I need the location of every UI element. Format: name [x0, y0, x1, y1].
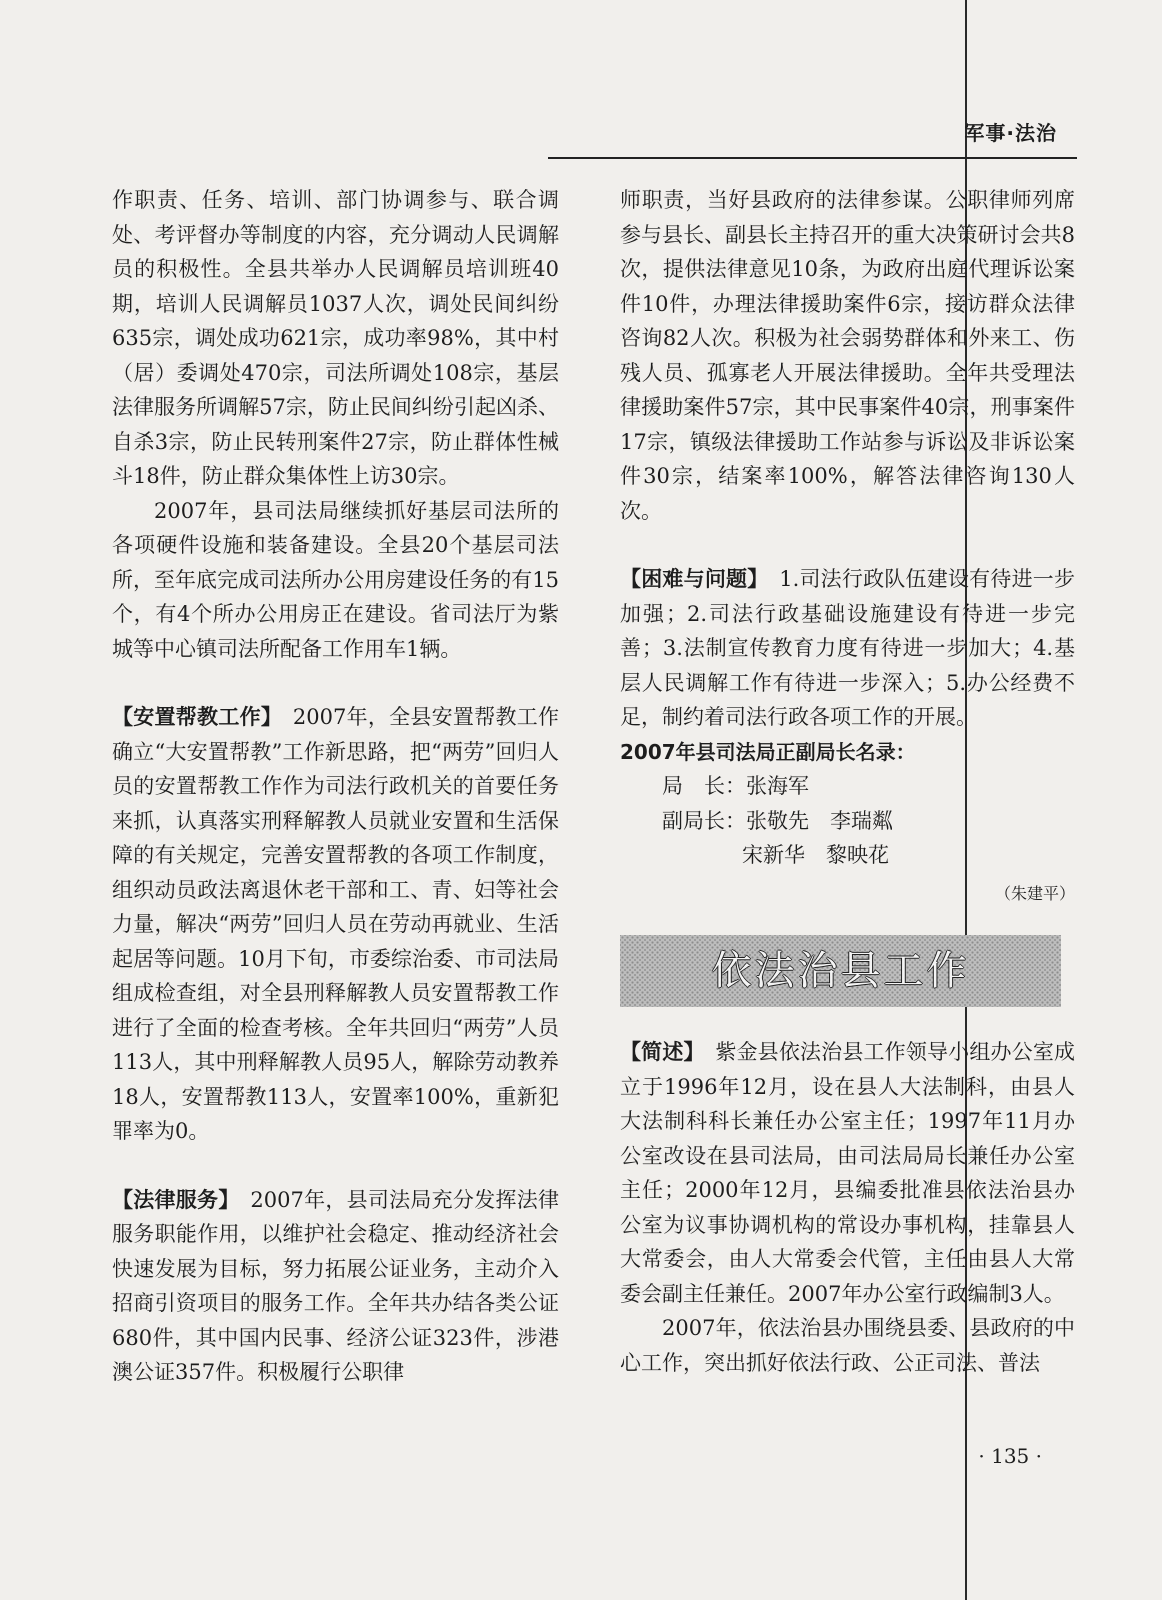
section-heading-overview: 【简述】	[620, 1040, 695, 1064]
banner-title: 依法治县工作	[711, 947, 970, 994]
section-heading-resettlement: 【安置帮教工作】	[112, 705, 272, 729]
section-text-resettlement: 2007年，全县安置帮教工作确立“大安置帮教”工作新思路，把“两劳”回归人员的安置帮教工作作为司法行政机关的首要任务来抓，认真落实刑释解教人员就业安置和生活保障的有关规定，完善安置帮教的各项工作制度，组织动员政法离退休老干部和工、青、妇等社会力量，解决“两劳”回归人员在劳动再就业、生活起居等问题。10月下旬，市委综治委、市司法局组成检查组，对全县刑释解教人员安置帮教工作进行了全面的检查考核。全年共回归“两劳”人员113人，其中刑释解教人员95人，解除劳动教养18人，安置帮教113人，安置率100%，重新犯罪率为0。	[112, 705, 559, 1143]
section-banner	[620, 935, 1061, 1007]
right-column	[620, 183, 1075, 1380]
section-legal-services	[112, 1183, 559, 1390]
paragraph-mediation: 作职责、任务、培训、部门协调参与、联合调处、考评督办等制度的内容，充分调动人民调解员的积极性。全县共举办人民调解员培训班40期，培训人民调解员1037人次，调处民间纠纷635宗，调处成功621宗，成功率98%，其中村（居）委调处470宗，司法所调处108宗，基层法律服务所调解57宗，防止民间纠纷引起凶杀、自杀3宗，防止民转刑案件27宗，防止群体性械斗18件，防止群众集体性上访30宗。	[112, 188, 559, 488]
left-column	[112, 183, 559, 1390]
section-heading-legal-services: 【法律服务】	[112, 1187, 230, 1212]
roster-director: 局 长：张海军	[662, 774, 809, 798]
author-credit: （朱建平）	[994, 883, 1075, 903]
section-heading-difficulties: 【困难与问题】	[620, 567, 758, 591]
section-resettlement	[112, 700, 559, 1149]
section-text-difficulties: 1.司法行政队伍建设有待进一步加强；2.司法行政基础设施建设有待进一步完善；3.法制宣传教育力度有待进一步加大；4.基层人民调解工作有待进一步深入；5.办公经费不足，制约着司法行政各项工作的开展。	[620, 567, 1075, 729]
section-overview	[620, 1035, 1075, 1311]
spacer	[112, 1149, 559, 1183]
section-difficulties	[620, 562, 1075, 735]
roster-title: 2007年县司法局正副局长名录：	[620, 739, 916, 764]
page-number: · 135 ·	[978, 1444, 1042, 1468]
roster-deputies-2: 宋新华 黎映花	[742, 843, 889, 867]
header-rule	[548, 157, 1077, 159]
section-label: 军事·法治	[964, 121, 1057, 145]
section-text-legal-services: 2007年，县司法局充分发挥法律服务职能作用，以维护社会稳定、推动经济社会快速发展为目标，努力拓展公证业务，主动介入招商引资项目的服务工作。全年共办结各类公证680件，其中国内民事、经济公证323件，涉港澳公证357件。积极履行公职律	[112, 1187, 559, 1384]
roster-deputies-1: 副局长：张敬先 李瑞粼	[662, 808, 893, 833]
spacer	[620, 528, 1075, 562]
paragraph-rule-of-law: 2007年，依法治县办围绕县委、县政府的中心工作，突出抓好依法行政、公正司法、普法	[620, 1316, 1075, 1375]
paragraph-judicial-office: 2007年，县司法局继续抓好基层司法所的各项硬件设施和装备建设。全县20个基层司法所，至年底完成司法所办公用房建设任务的有15个，有4个所办公用房正在建设。省司法厅为紫城等中心镇司法所配备工作用车1辆。	[112, 498, 559, 661]
spacer	[112, 666, 559, 700]
section-text-overview: 紫金县依法治县工作领导小组办公室成立于1996年12月，设在县人大法制科，由县人大法制科科长兼任办公室主任；1997年11月办公室改设在县司法局，由司法局局长兼任办公室主任；2000年12月，县编委批准县依法治县办公室为议事协调机构的常设办事机构，挂靠县人大常委会，由人大常委会代管，主任由县人大常委会副主任兼任。2007年办公室行政编制3人。	[620, 1040, 1076, 1306]
paragraph-public-lawyer: 师职责，当好县政府的法律参谋。公职律师列席参与县长、副县长主持召开的重大决策研讨会共8次，提供法律意见10条，为政府出庭代理诉讼案件10件，办理法律援助案件6宗，接访群众法律咨询82人次。积极为社会弱势群体和外来工、伤残人员、孤寡老人开展法律援助。全年共受理法律援助案件57宗，其中民事案件40宗，刑事案件17宗，镇级法律援助工作站参与诉讼及非诉讼案件30宗，结案率100%，解答法律咨询130人次。	[620, 188, 1075, 523]
